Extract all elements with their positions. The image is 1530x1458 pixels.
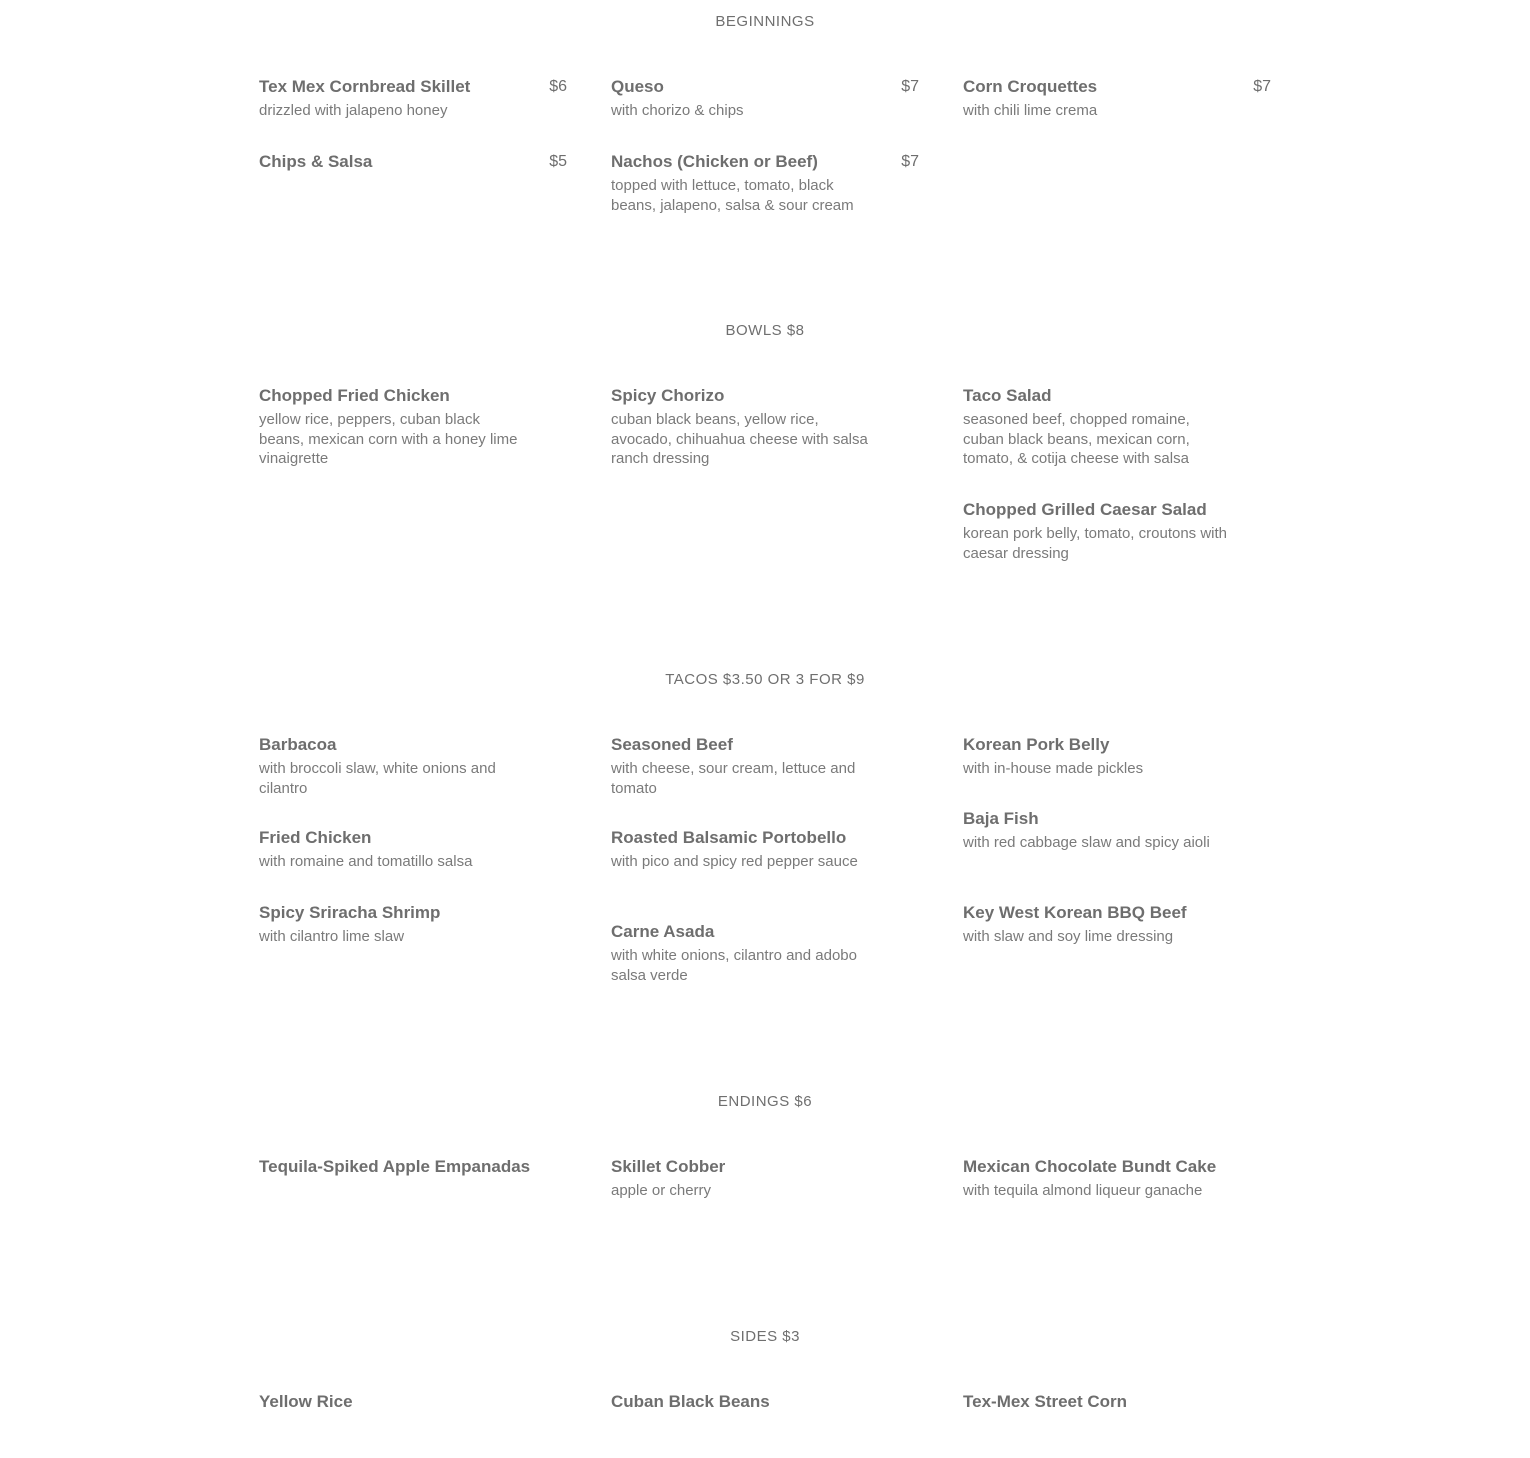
menu-item — [259, 827, 567, 872]
item-name: Chopped Fried Chicken — [259, 386, 450, 405]
menu-item — [611, 1156, 919, 1201]
menu-item — [611, 921, 919, 985]
item-name: Korean Pork Belly — [963, 735, 1110, 754]
item-description: with romaine and tomatillo salsa — [259, 853, 473, 870]
item-name: Barbacoa — [259, 735, 337, 754]
item-price: $6 — [549, 78, 567, 95]
item-name: Key West Korean BBQ Beef — [963, 903, 1187, 922]
item-name: Tequila-Spiked Apple Empanadas — [259, 1157, 531, 1176]
menu-item — [259, 734, 567, 798]
menu-item — [963, 1391, 1271, 1413]
item-name: Corn Croquettes — [963, 77, 1098, 96]
menu-item — [259, 1391, 567, 1413]
item-description: with broccoli slaw, white onions and cilantro — [259, 760, 496, 797]
menu-item — [259, 76, 567, 121]
menu-item — [611, 827, 919, 872]
menu-item — [963, 734, 1271, 779]
menu-item — [611, 76, 919, 121]
item-description: with in-house made pickles — [963, 760, 1144, 777]
item-description: yellow rice, peppers, cuban black beans, mexican corn with a honey lime vinaigrette — [259, 411, 518, 467]
item-description: drizzled with jalapeno honey — [259, 102, 448, 119]
item-name: Baja Fish — [963, 809, 1039, 828]
menu-item — [259, 385, 567, 469]
menu-item — [963, 76, 1271, 121]
item-price: $7 — [901, 78, 919, 95]
menu-item — [611, 1391, 919, 1413]
item-description: cuban black beans, yellow rice, avocado, chihuahua cheese with salsa ranch dressing — [611, 411, 868, 467]
item-name: Spicy Sriracha Shrimp — [259, 903, 441, 922]
item-name: Carne Asada — [611, 922, 715, 941]
menu-item — [963, 808, 1271, 853]
item-name: Yellow Rice — [259, 1392, 353, 1411]
item-price: $5 — [549, 153, 567, 170]
item-name: Taco Salad — [963, 386, 1052, 405]
menu-item — [963, 902, 1271, 947]
menu-item — [963, 499, 1271, 563]
item-description: with pico and spicy red pepper sauce — [611, 853, 858, 870]
item-description: with cheese, sour cream, lettuce and tomato — [611, 760, 856, 797]
item-name: Roasted Balsamic Portobello — [611, 828, 847, 847]
item-name: Mexican Chocolate Bundt Cake — [963, 1157, 1217, 1176]
item-name: Chopped Grilled Caesar Salad — [963, 500, 1207, 519]
item-name: Skillet Cobber — [611, 1157, 726, 1176]
item-price: $7 — [1253, 78, 1271, 95]
item-description: with tequila almond liqueur ganache — [963, 1182, 1203, 1199]
section-title-endings: ENDINGS $6 — [717, 1093, 813, 1110]
item-name: Spicy Chorizo — [611, 386, 725, 405]
item-name: Cuban Black Beans — [611, 1392, 770, 1411]
section-title-beginnings: BEGINNINGS — [715, 13, 815, 30]
item-description: with chorizo & chips — [611, 102, 744, 119]
item-price: $7 — [901, 153, 919, 170]
menu-item — [963, 1156, 1271, 1201]
item-description: korean pork belly, tomato, croutons with caesar dressing — [963, 525, 1228, 562]
menu-item — [259, 151, 567, 173]
menu-item — [611, 385, 919, 469]
menu-item — [611, 734, 919, 798]
item-description: with slaw and soy lime dressing — [963, 928, 1174, 945]
item-description: topped with lettuce, tomato, black beans, jalapeno, salsa & sour cream — [611, 177, 854, 214]
item-name: Tex Mex Cornbread Skillet — [259, 77, 471, 96]
item-name: Nachos (Chicken or Beef) — [611, 152, 818, 171]
menu-item — [611, 151, 919, 215]
menu-item — [259, 1156, 567, 1178]
item-description: with chili lime crema — [963, 102, 1098, 119]
item-description: apple or cherry — [611, 1182, 712, 1199]
menu-item — [259, 902, 567, 947]
item-name: Queso — [611, 77, 664, 96]
section-title-bowls: BOWLS $8 — [725, 322, 805, 339]
item-description: with red cabbage slaw and spicy aioli — [963, 834, 1210, 851]
item-description: seasoned beef, chopped romaine, cuban black beans, mexican corn, tomato, & cotija cheese with salsa — [963, 411, 1190, 467]
item-name: Chips & Salsa — [259, 152, 373, 171]
item-description: with white onions, cilantro and adobo salsa verde — [611, 947, 857, 984]
item-description: with cilantro lime slaw — [259, 928, 405, 945]
item-name: Fried Chicken — [259, 828, 372, 847]
item-name: Tex-Mex Street Corn — [963, 1392, 1128, 1411]
section-title-sides: SIDES $3 — [730, 1328, 800, 1345]
section-title-tacos: TACOS $3.50 OR 3 FOR $9 — [665, 671, 865, 688]
item-name: Seasoned Beef — [611, 735, 733, 754]
menu-item — [963, 385, 1271, 469]
